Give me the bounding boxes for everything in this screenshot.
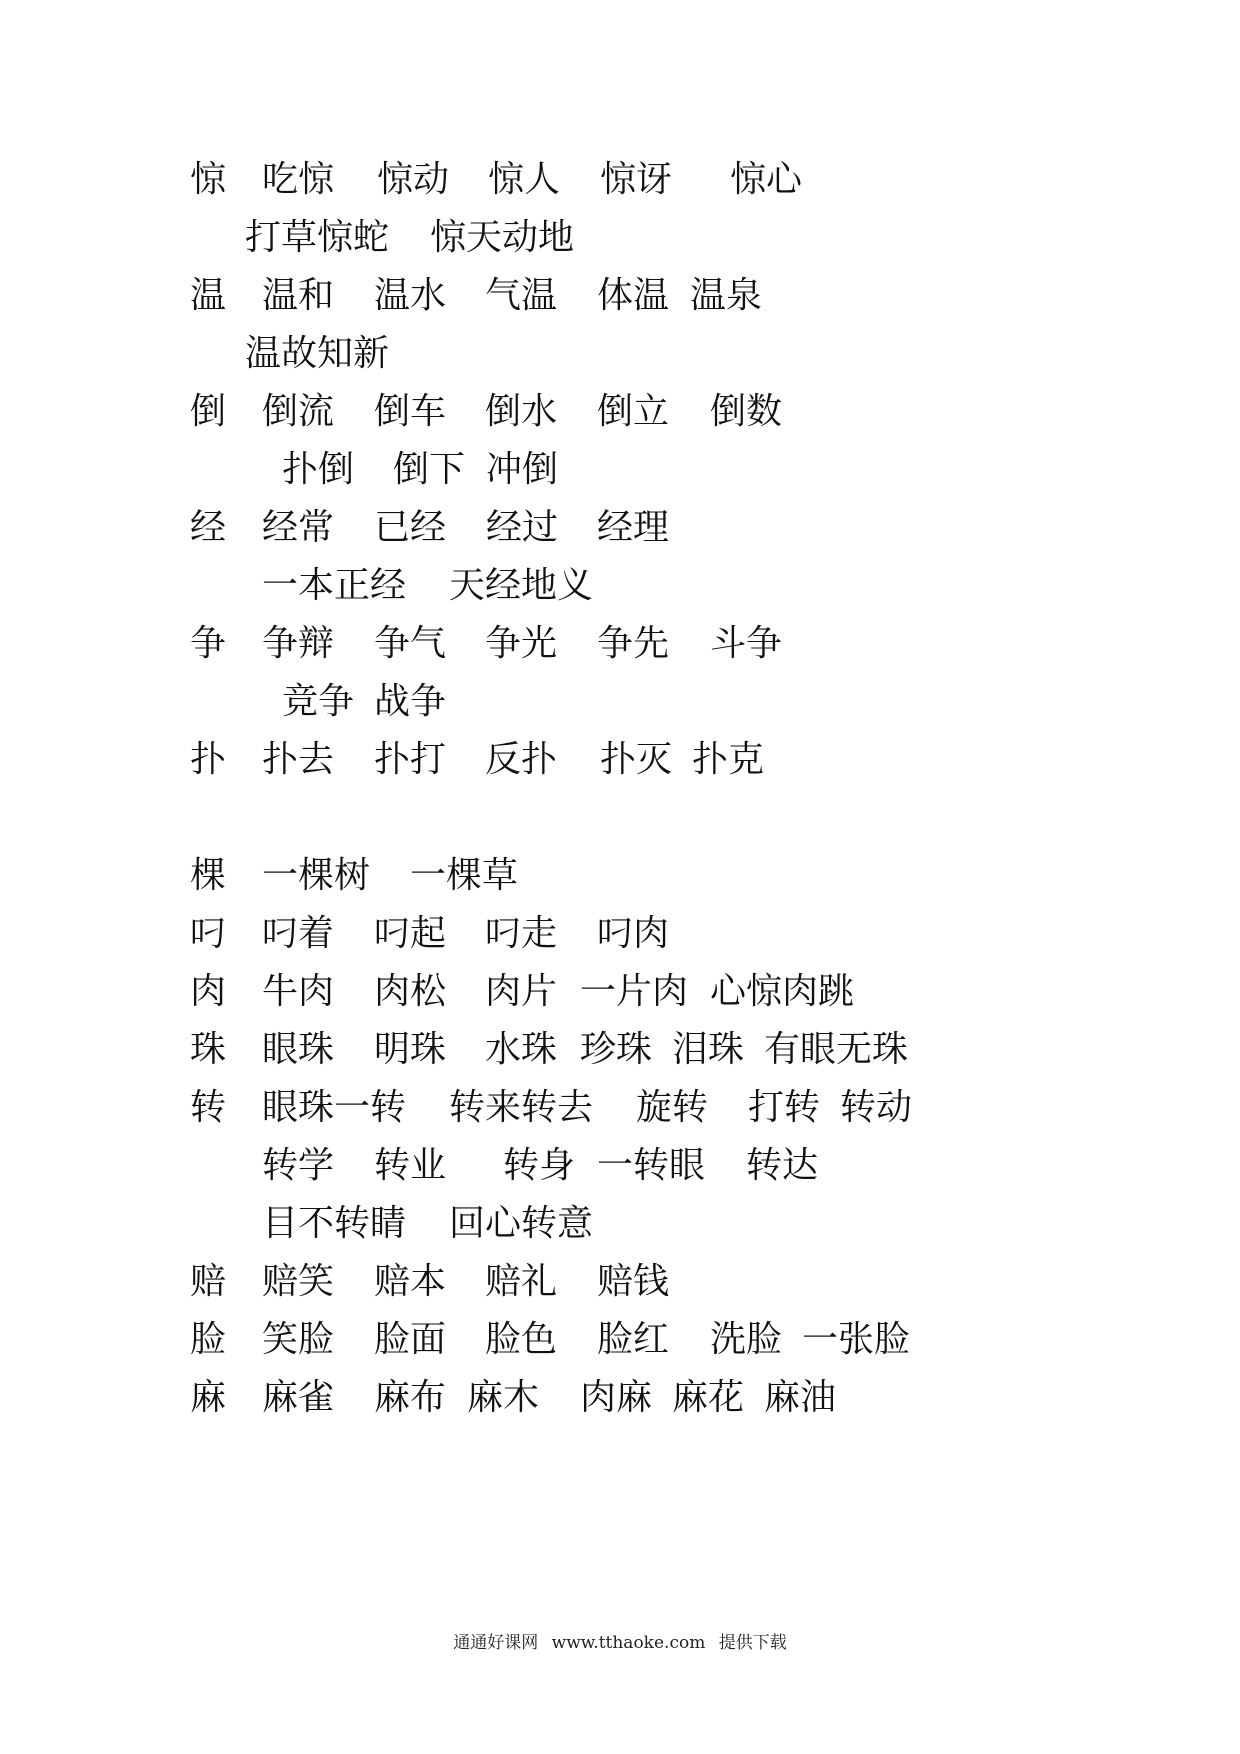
compound-word: 争光 bbox=[485, 623, 558, 664]
head-character: 惊 bbox=[190, 159, 227, 200]
compound-word: 目不转睛 bbox=[262, 1203, 407, 1244]
compound-word: 经过 bbox=[486, 507, 559, 548]
compound-word: 温水 bbox=[374, 275, 447, 316]
compound-word: 反扑 bbox=[485, 739, 558, 780]
compound-word: 麻布 bbox=[374, 1377, 447, 1418]
footer-action: 提供下载 bbox=[718, 1633, 787, 1653]
compound-word: 肉片 bbox=[485, 971, 558, 1012]
head-character: 转 bbox=[190, 1087, 227, 1128]
compound-word: 打草惊蛇 bbox=[245, 217, 390, 258]
compound-word: 已经 bbox=[374, 507, 447, 548]
compound-word: 扑去 bbox=[262, 739, 335, 780]
compound-word: 体温 bbox=[597, 275, 670, 316]
compound-word: 泪珠 bbox=[672, 1029, 745, 1070]
compound-word: 叼肉 bbox=[597, 913, 670, 954]
compound-word: 牛肉 bbox=[262, 971, 335, 1012]
compound-word: 一棵树 bbox=[262, 855, 371, 896]
compound-word: 竞争 bbox=[282, 681, 355, 722]
compound-word: 惊讶 bbox=[600, 159, 673, 200]
compound-word: 洗脸 bbox=[710, 1319, 783, 1360]
compound-word: 转业 bbox=[374, 1145, 447, 1186]
head-character: 棵 bbox=[190, 855, 227, 896]
compound-word: 一片肉 bbox=[580, 971, 689, 1012]
compound-word: 扑打 bbox=[374, 739, 447, 780]
compound-word: 笑脸 bbox=[262, 1319, 335, 1360]
compound-word: 扑倒 bbox=[282, 449, 355, 490]
compound-word: 一本正经 bbox=[262, 565, 407, 606]
compound-word: 叼走 bbox=[485, 913, 558, 954]
head-character: 倒 bbox=[190, 391, 227, 432]
compound-word: 经理 bbox=[597, 507, 670, 548]
compound-word: 倒下 bbox=[393, 449, 466, 490]
compound-word: 天经地义 bbox=[449, 565, 594, 606]
compound-word: 明珠 bbox=[374, 1029, 447, 1070]
head-character: 争 bbox=[190, 623, 227, 664]
compound-word: 冲倒 bbox=[486, 449, 559, 490]
compound-word: 倒车 bbox=[374, 391, 447, 432]
compound-word: 倒立 bbox=[597, 391, 670, 432]
compound-word: 争气 bbox=[374, 623, 447, 664]
compound-word: 转身 bbox=[503, 1145, 576, 1186]
compound-word: 叼着 bbox=[262, 913, 335, 954]
compound-word: 珍珠 bbox=[580, 1029, 653, 1070]
head-character: 经 bbox=[190, 507, 227, 548]
compound-word: 眼珠 bbox=[262, 1029, 335, 1070]
compound-word: 转动 bbox=[840, 1087, 913, 1128]
compound-word: 倒数 bbox=[710, 391, 783, 432]
compound-word: 有眼无珠 bbox=[764, 1029, 909, 1070]
compound-word: 叼起 bbox=[374, 913, 447, 954]
compound-word: 肉麻 bbox=[580, 1377, 653, 1418]
footer-url[interactable]: www.tthaoke.com bbox=[551, 1633, 706, 1653]
head-character: 麻 bbox=[190, 1377, 227, 1418]
footer bbox=[0, 1628, 1240, 1653]
compound-word: 扑克 bbox=[692, 739, 765, 780]
compound-word: 惊人 bbox=[488, 159, 561, 200]
compound-word: 惊心 bbox=[730, 159, 803, 200]
compound-word: 水珠 bbox=[485, 1029, 558, 1070]
compound-word: 温和 bbox=[262, 275, 335, 316]
compound-word: 惊天动地 bbox=[430, 217, 575, 258]
head-character: 珠 bbox=[190, 1029, 227, 1070]
compound-word: 一转眼 bbox=[597, 1145, 706, 1186]
compound-word: 回心转意 bbox=[449, 1203, 594, 1244]
compound-word: 温故知新 bbox=[245, 333, 390, 374]
compound-word: 脸面 bbox=[374, 1319, 447, 1360]
compound-word: 扑灭 bbox=[600, 739, 673, 780]
compound-word: 争辩 bbox=[262, 623, 335, 664]
compound-word: 一张脸 bbox=[802, 1319, 911, 1360]
head-character: 肉 bbox=[190, 971, 227, 1012]
compound-word: 眼珠一转 bbox=[262, 1087, 407, 1128]
compound-word: 麻油 bbox=[764, 1377, 837, 1418]
head-character: 叼 bbox=[190, 913, 227, 954]
compound-word: 吃惊 bbox=[262, 159, 335, 200]
head-character: 赔 bbox=[190, 1261, 227, 1302]
compound-word: 心惊肉跳 bbox=[710, 971, 855, 1012]
head-character: 扑 bbox=[190, 739, 227, 780]
compound-word: 旋转 bbox=[636, 1087, 709, 1128]
compound-word: 转学 bbox=[262, 1145, 335, 1186]
compound-word: 赔本 bbox=[374, 1261, 447, 1302]
compound-word: 斗争 bbox=[710, 623, 783, 664]
compound-word: 转达 bbox=[746, 1145, 819, 1186]
compound-word: 脸红 bbox=[597, 1319, 670, 1360]
compound-word: 麻木 bbox=[467, 1377, 540, 1418]
compound-word: 温泉 bbox=[690, 275, 763, 316]
compound-word: 倒水 bbox=[485, 391, 558, 432]
compound-word: 经常 bbox=[262, 507, 335, 548]
compound-word: 赔笑 bbox=[262, 1261, 335, 1302]
compound-word: 战争 bbox=[374, 681, 447, 722]
compound-word: 气温 bbox=[485, 275, 558, 316]
compound-word: 倒流 bbox=[262, 391, 335, 432]
compound-word: 麻雀 bbox=[262, 1377, 335, 1418]
compound-word: 肉松 bbox=[374, 971, 447, 1012]
compound-word: 转来转去 bbox=[449, 1087, 594, 1128]
compound-word: 麻花 bbox=[672, 1377, 745, 1418]
compound-word: 赔礼 bbox=[485, 1261, 558, 1302]
footer-site-name: 通通好课网 bbox=[453, 1633, 539, 1653]
compound-word: 惊动 bbox=[377, 159, 450, 200]
compound-word: 赔钱 bbox=[597, 1261, 670, 1302]
compound-word: 脸色 bbox=[485, 1319, 558, 1360]
head-character: 脸 bbox=[190, 1319, 227, 1360]
compound-word: 一棵草 bbox=[410, 855, 519, 896]
compound-word: 争先 bbox=[597, 623, 670, 664]
head-character: 温 bbox=[190, 275, 227, 316]
compound-word: 打转 bbox=[748, 1087, 821, 1128]
